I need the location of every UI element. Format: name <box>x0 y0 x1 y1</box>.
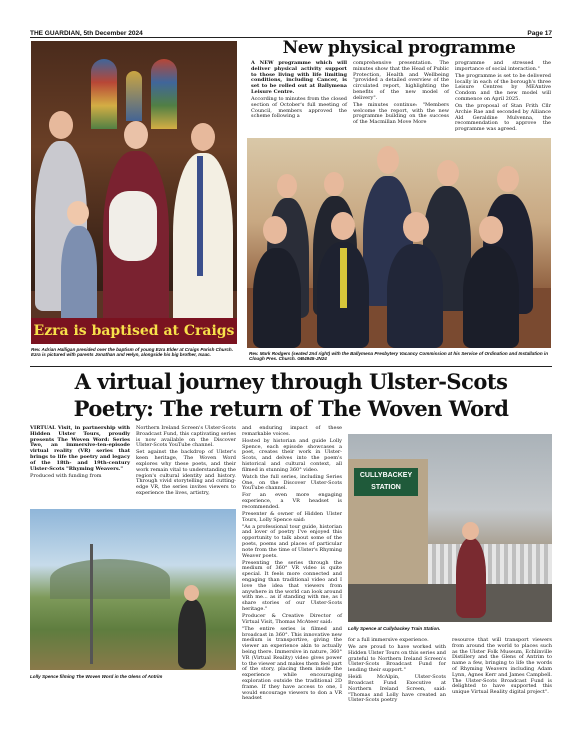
ulster-p4: Set against the backdrop of Ulster's keen heritage, The Woven Word explores why these poets, and their work remain vital to understanding the region's cultural identity and history. Through vivid storytelling and cutting-edge VR, the series invites viewers to experience the lives, artistry, <box>136 449 236 496</box>
ulster-column-1 <box>30 426 130 481</box>
ulster-p12: Producer & Creative Director of Virtual Visit, Thomas McAteer said: <box>242 613 342 625</box>
presbytery-caption: Rev. Mark Rodgers (seated 2nd right) with the Ballymena Presbytery Vacancy Commission at his Service of Ordination and Installation in Clough Pres. Church. GB4945-JN24 <box>249 351 549 362</box>
glens-caption: Lolly Spence filming The Woven Word in the Glens of Antrim <box>30 674 163 679</box>
ulster-p16: Heidi McAlpin, Ulster-Scots Broadcast Fund Executive at Northern Ireland Screen, said: "Thomas and Lolly have created an Ulster-Scots poetry <box>348 674 446 704</box>
ulster-headline-line-2: Poetry: The return of The Woven Word <box>73 396 509 421</box>
station-caption: Lolly Spence at Cullybackey Train Station. <box>348 626 441 631</box>
programme-p7: On the proposal of Stan Frith Cllr Archie Rae and seconded by Alliance Ald Geraldine Mulvenna, the recommendation to approve the programme was agreed. <box>455 102 551 133</box>
section-rule <box>30 366 552 367</box>
programme-p1: A NEW programme which will deliver physical activity support to those living with life limiting conditions, including Cancer, is set to be rolled out at Ballymena Leisure Centre. <box>251 60 347 95</box>
ulster-p2: Produced with funding from <box>30 472 102 479</box>
ulster-p7: Watch the full series, including Series One, on the Discover Ulster-Scots YouTube channel. <box>242 473 342 492</box>
ulster-p17: resource that will transport viewers from around the world to places such as the Ulster Folk Museum, Echlinville Distillery and the Glens of Antrim to name a few, bringing to life the words of Rhyming Weavers including Adam Lynn, Agnes Kerr and James Campbell. The Ulster-Scots Broadcast Fund is delighted to have supported this unique Virtual Reality digital project". <box>452 637 552 696</box>
ulster-column-2 <box>136 426 236 498</box>
ulster-headline <box>30 368 552 422</box>
ulster-p6: Hosted by historian and guide Lolly Spence, each episode showcases a poet, creates their work in Ulster-Scots, and delves into the poem's historical and cultural context, all filmed in stunning 360° video. <box>242 437 342 473</box>
programme-column-1 <box>251 61 347 121</box>
ulster-column-4 <box>348 638 446 705</box>
programme-headline: New physical programme <box>282 38 516 58</box>
ulster-p3: Northern Ireland Screen's Ulster-Scots Broadcast Fund, this captivating series is now available on the Discover Ulster-Scots YouTube channel. <box>136 425 236 449</box>
ulster-p1: VIRTUAL Visit, in partnership with Hidden Ulster Tours, proudly presents The Woven Word: Series Two, an immersive-ten-episode virtual reality (VR) series that brings to life the poetry and legacy of the 18th- and 19th-century Ulster-Scots "Rhyming Weavers." <box>30 425 130 472</box>
ulster-p8: For an even more engaging experience, a VR headset is recommended. <box>242 492 342 510</box>
ulster-p11: Presenting the series through the medium of 360° VR video is quite special. It feels more connected and engaging than traditional video and I love the idea that viewers from anywhere in the world can look around with me... as if standing with me, as I share stories of our Ulster-Scots heritage." <box>242 559 342 613</box>
programme-p4: The minutes continue: "Members welcome the report, with the new programme building on the success of the Macmillan Move More <box>353 101 449 126</box>
ulster-column-5 <box>452 638 552 697</box>
ulster-headline-line-1: A virtual journey through Ulster-Scots <box>74 369 508 394</box>
paper-date: THE GUARDIAN, 5th December 2024 <box>30 30 143 37</box>
station-sign-line-1: CULLYBACKEY <box>359 472 413 479</box>
programme-p6: The programme is set to be delivered locally in each of the borough's three Leisure Centres by MEAntive Condom and the new model will commence on April 2025. <box>455 72 551 102</box>
baptism-photo <box>31 41 237 344</box>
ulster-p10: "As a professional tour guide, historian and lover of poetry I've enjoyed this opportunity to talk about some of the poets, poems and places of particular note from the time of Ulster's Rhyming Weaver poets. <box>242 523 342 559</box>
glens-photo <box>30 509 236 670</box>
ulster-p15: We are proud to have worked with Hidden Ulster Tours on this series and grateful to Northern Ireland Screen's Ulster-Scots Broadcast Fund for lending their support." <box>348 643 447 674</box>
station-sign <box>354 468 418 496</box>
masthead <box>30 27 552 37</box>
programme-p2: According to minutes from the closed section of October's full meeting of Council, members approved the scheme following a <box>251 95 347 120</box>
baptism-banner: Ezra is baptised at Craigs <box>31 318 237 344</box>
ulster-p9: Presenter & owner of Hidden Ulster Tours, Lolly Spence said: <box>242 510 342 523</box>
programme-p3: comprehensive presentation. The minutes show that the Head of Public Protection, Health and Wellbeing "provided a detailed overview of the circulated report, highlighting the benefits of the new model of delivery". <box>353 60 449 101</box>
programme-p5: programme and stressed the importance of social interaction." <box>455 60 551 72</box>
page-number: Page 17 <box>527 30 552 37</box>
programme-column-3 <box>455 61 551 134</box>
programme-column-2 <box>353 61 449 127</box>
baptism-caption: Rev. Adrian Halligan presided over the baptism of young Ezra Elder at Craigs Parish Church. Ezra is pictured with parents Jonathan and Helyn, alongside his big brother, Isaac. <box>31 347 234 358</box>
ulster-column-3 <box>242 426 342 703</box>
ulster-p13: "The entire series is filmed and broadcast in 360°. This innovative new medium is transportive, giving the viewer an experience akin to actually being there. Immersive in nature, 360° VR (Virtual Reality) video gives power to the viewer and makes them feel part of the story, placing them inside the experience while encouraging exploration outside the traditional 2D frame. If they have access to one, I would encourage viewers to don a VR headset <box>242 625 342 702</box>
ulster-p5: and enduring impact of these remarkable voices. <box>242 425 342 437</box>
station-sign-line-2: STATION <box>371 484 401 491</box>
station-photo <box>348 434 552 622</box>
presbytery-photo <box>247 138 551 348</box>
ulster-p14: for a full immersive experience. <box>348 637 429 643</box>
